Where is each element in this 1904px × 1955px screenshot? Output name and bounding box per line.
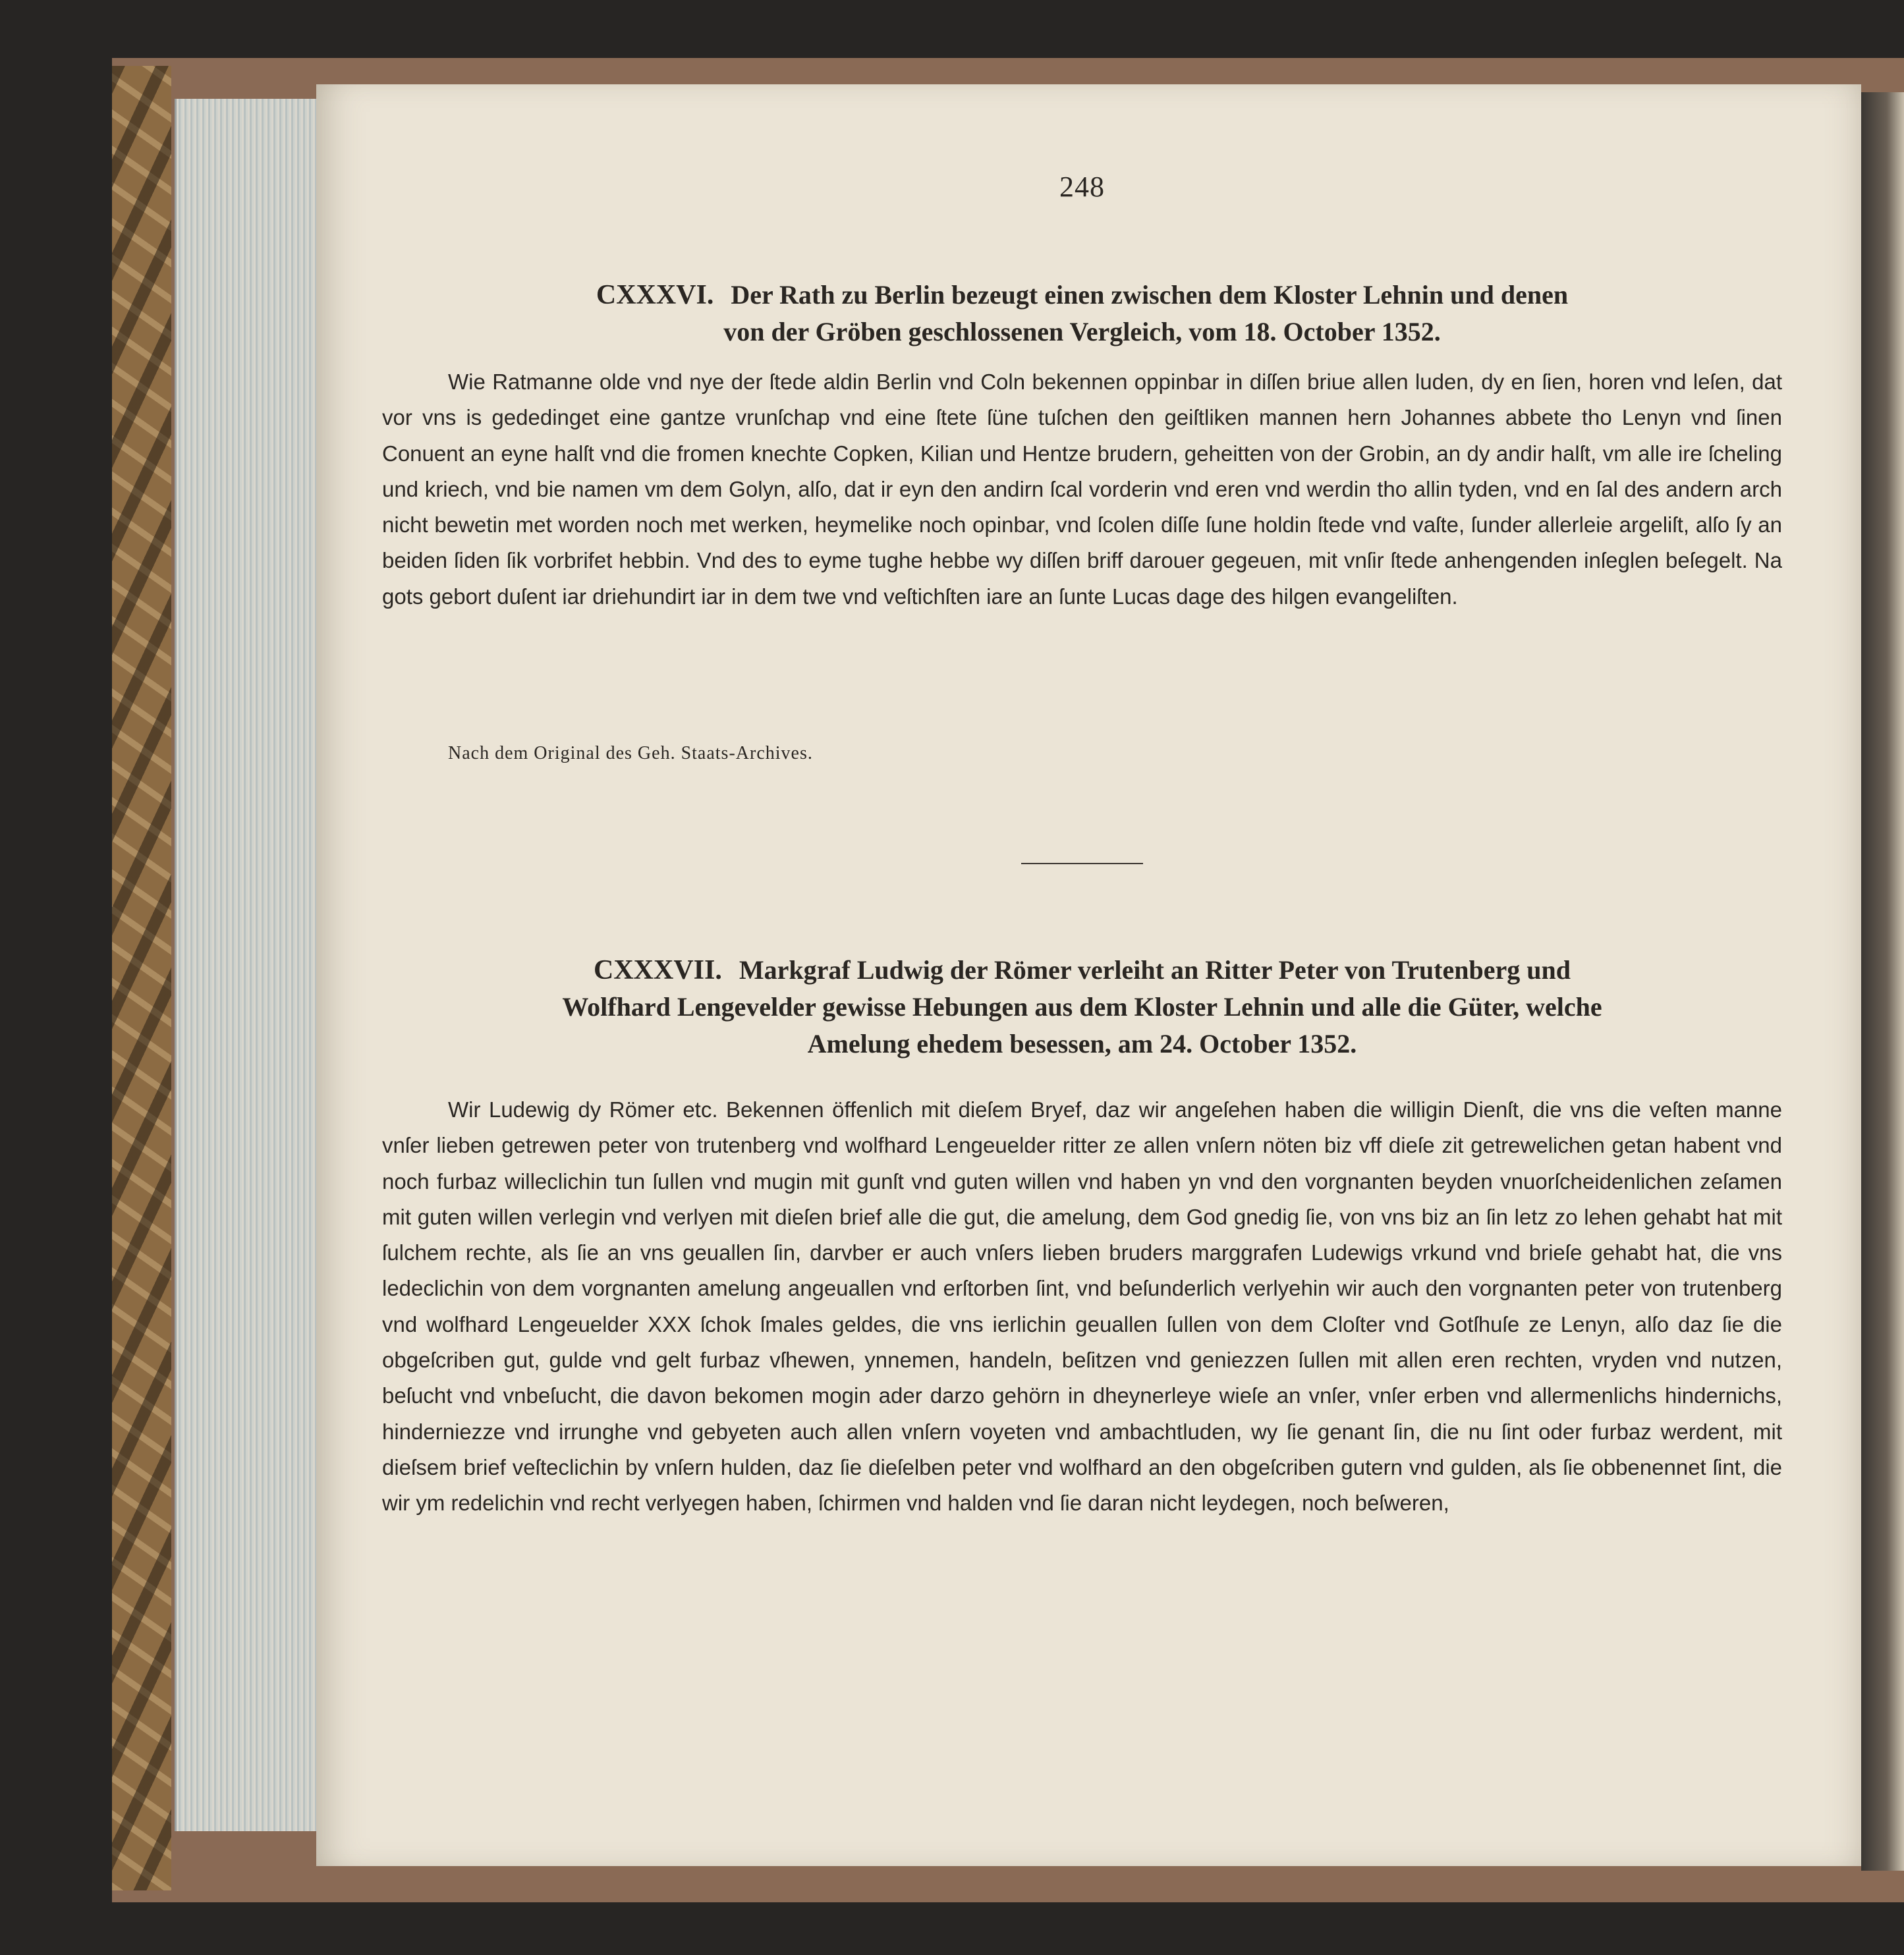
section-numeral: CXXXVI. [596,280,714,310]
section-text-cxxxvi: Wie Ratmanne olde vnd nye der ſtede aldin Berlin vnd Coln bekennen oppinbar in diſſen briue allen luden, dy en ſien, horen vnd leſen, dat vor vns is gededinget eine gantze vrunſchap vnd eine ſtete ſüne tuſchen den geiſtliken mannen hern Johannes abbete tho Lenyn vnd ſinen Conuent an eyne halſt vnd die fromen knechte Copken, Kilian und Hentze brudern, geheitten von der Grobin, an dy andir halſt, vm alle ire ſcheling und kriech, vnd bie namen vm dem Golyn, alſo, dat ir eyn den andirn ſcal vorderin vnd eren vnd werdin tho allin tyden, vnd en ſal des andern arch nicht bewetin met worden noch met werken, heymelike noch opinbar, vnd ſcolen diſſe ſune holdin ſtede vnd vaſte, ſunder allerleie argeliſt, alſo ſy an beiden ſiden ſik vorbrifet hebbin. Vnd des to eyme tughe hebbe wy diſſen briff darouer gegeuen, mit vnſir ſtede anhengenden inſeglen beſegelt. Na gots gebort duſent iar driehundirt iar in dem twe vnd veſtichſten iare an ſunte Lucas dage des hilgen evangeliſten. [382,370,1782,609]
section-divider [1021,863,1143,864]
source-note: Nach dem Original des Geh. Staats-Archives. [448,743,813,763]
marbled-cover-edge [112,66,171,1890]
section-text-cxxxvii: Wir Ludewig dy Römer etc. Bekennen öffenlich mit dieſem Bryef, daz wir angeſehen haben die willigin Dienſt, die vns die veſten manne vnſer lieben getrewen peter von trutenberg vnd wolfhard Lengeuelder ritter ze allen vnſern nöten biz vff dieſe zit getrewelichen getan habent vnd noch furbaz willeclichin tun ſullen vnd mugin mit gunſt vnd guten willen vnd haben yn vnd den vorgnanten beyden vnuorſcheidenlichen zeſamen mit guten willen verlegin vnd verlyen mit dieſen brief alle die gut, die amelung, dem God gnedig ſie, von vns biz an ſin letz zo lehen gehabt hat mit ſulchem rechte, als ſie an vns geuallen ſin, darvber er auch vnſers lieben bruders marggrafen Ludewigs vrkund vnd brieſe gehabt hat, die vns ledeclichin von dem vorgnanten amelung angeuallen vnd erſtorben ſint, vnd beſunderlich verlyehin wir auch den vorgnanten peter von trutenberg vnd wolfhard Lengeuelder XXX ſchok ſmales geldes, die vns ierlichin geuallen ſullen von dem Cloſter vnd Gotſhuſe ze Lenyn, alſo daz ſie die obgeſcriben gut, gulde vnd gelt furbaz vſhewen, ynnemen, handeln, beſitzen vnd geniezzen ſullen mit allen eren rechten, vryden vnd nutzen, beſucht vnd vnbeſucht, die davon bekomen mogin ader darzo gehörn in dheynerleye wieſe an vnſer, vnſer erben vnd allermenlichs hindernichs, hinderniezze vnd irrunghe vnd gebyeten auch allen vnſern voyeten vnd ambachtluden, wy ſie genant ſin, die nu ſint oder furbaz werdent, mit dieſsem brief veſteclichin by vnſern hulden, daz ſie dieſelben peter vnd wolfhard an den obgeſcriben gutern vnd gulden, als ſie obbenennet ſint, die wir ym redelichin vnd recht verlyegen haben, ſchirmen vnd halden vnd ſie daran nicht leydegen, noch beſweren, [382,1097,1782,1516]
section-heading-cxxxvii [382,952,1782,1062]
heading-title-line: von der Gröben geschlossenen Vergleich, vom 18. October 1352. [723,317,1441,346]
section-numeral: CXXXVII. [594,955,722,985]
heading-title-line: Wolfhard Lengevelder gewisse Hebungen aus dem Kloster Lehnin und alle die Güter, welche [562,992,1602,1022]
heading-line [382,277,1782,314]
page-number: 248 [1059,171,1105,203]
book-gutter [1861,92,1904,1871]
heading-title-line: Markgraf Ludwig der Römer verleiht an Ritter Peter von Trutenberg und [739,955,1571,985]
heading-line [382,952,1782,989]
heading-title-line: Amelung ehedem besessen, am 24. October 1352. [807,1029,1357,1059]
heading-title-line: Der Rath zu Berlin bezeugt einen zwischen dem Kloster Lehnin und denen [731,280,1569,310]
page-stack-edges [175,99,325,1831]
section-heading-cxxxvi [382,277,1782,350]
book-page [316,84,1861,1866]
